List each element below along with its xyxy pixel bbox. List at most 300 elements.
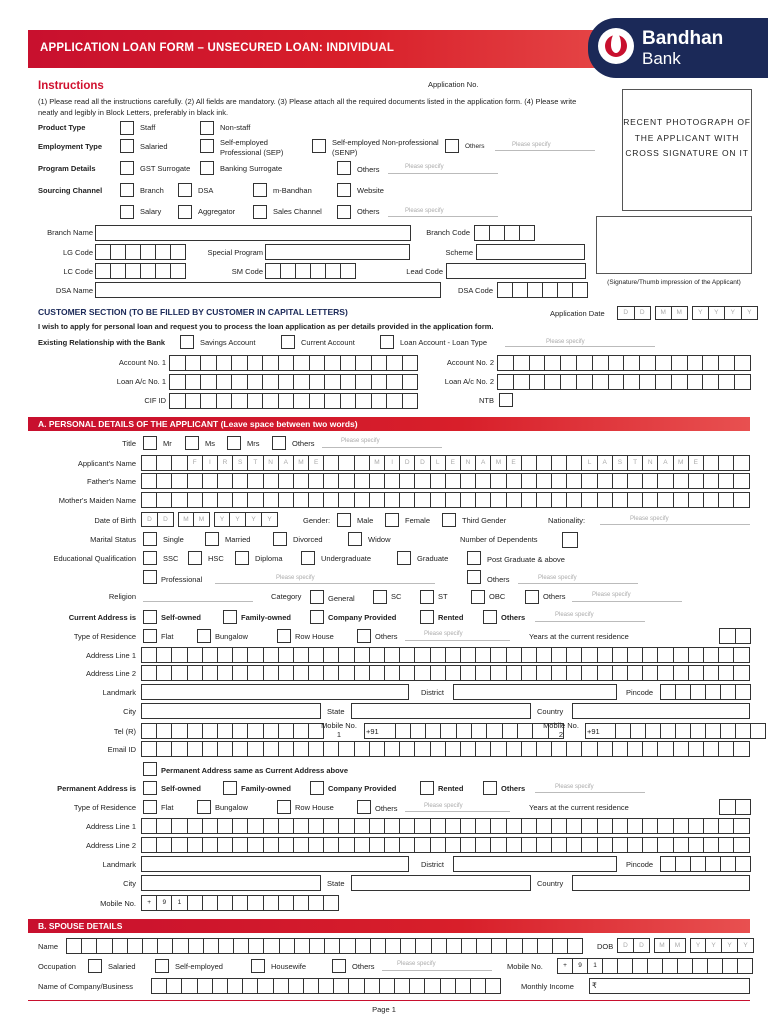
per-city-input[interactable] — [141, 875, 321, 891]
char-cell[interactable] — [372, 355, 388, 371]
char-cell[interactable] — [157, 665, 172, 681]
char-cell[interactable] — [676, 684, 691, 700]
per-rented-checkbox[interactable] — [420, 781, 434, 795]
char-cell[interactable]: M — [178, 512, 194, 527]
cur-district-input[interactable] — [453, 684, 617, 700]
char-cell[interactable] — [173, 938, 188, 954]
char-cell[interactable] — [719, 473, 734, 489]
cur-family-owned-checkbox[interactable] — [223, 610, 237, 624]
char-cell[interactable] — [628, 647, 643, 663]
char-cell[interactable] — [279, 393, 295, 409]
char-cell[interactable] — [172, 665, 187, 681]
char-cell[interactable] — [689, 837, 704, 853]
char-cell[interactable]: D — [400, 455, 415, 471]
char-cell[interactable] — [355, 492, 370, 508]
char-cell[interactable] — [613, 818, 628, 834]
char-cell[interactable] — [248, 473, 263, 489]
char-cell[interactable] — [233, 895, 248, 911]
char-cell[interactable] — [266, 263, 281, 279]
gender-third-checkbox[interactable] — [442, 513, 456, 527]
char-cell[interactable] — [294, 665, 309, 681]
char-cell[interactable] — [689, 818, 704, 834]
char-cell[interactable] — [279, 895, 294, 911]
loan-ac-1-grid[interactable] — [169, 374, 418, 390]
char-cell[interactable] — [294, 492, 309, 508]
char-cell[interactable] — [170, 355, 186, 371]
per-res-others-specify[interactable]: Please specify — [424, 803, 463, 809]
char-cell[interactable] — [672, 374, 688, 390]
char-cell[interactable] — [400, 818, 415, 834]
char-cell[interactable] — [415, 473, 430, 489]
char-cell[interactable] — [96, 244, 111, 260]
char-cell[interactable] — [628, 837, 643, 853]
char-cell[interactable] — [706, 856, 721, 872]
char-cell[interactable] — [172, 818, 187, 834]
char-cell[interactable] — [537, 665, 552, 681]
char-cell[interactable] — [613, 741, 628, 757]
char-cell[interactable] — [507, 647, 522, 663]
per-country-input[interactable] — [572, 875, 750, 891]
char-cell[interactable] — [492, 938, 507, 954]
char-cell[interactable] — [411, 723, 426, 739]
char-cell[interactable] — [232, 393, 248, 409]
char-cell[interactable] — [537, 473, 552, 489]
char-cell[interactable] — [552, 741, 567, 757]
char-cell[interactable] — [263, 393, 279, 409]
char-cell[interactable] — [217, 393, 233, 409]
char-cell[interactable] — [704, 473, 719, 489]
char-cell[interactable] — [567, 818, 582, 834]
char-cell[interactable] — [309, 647, 324, 663]
lg-code-grid[interactable] — [95, 244, 186, 260]
char-cell[interactable] — [674, 818, 689, 834]
char-cell[interactable] — [370, 647, 385, 663]
cur-self-owned-checkbox[interactable] — [143, 610, 157, 624]
marital-widow-checkbox[interactable] — [348, 532, 362, 546]
title-others-checkbox[interactable] — [272, 436, 286, 450]
per-district-input[interactable] — [453, 856, 617, 872]
char-cell[interactable] — [279, 837, 294, 853]
char-cell[interactable] — [156, 263, 171, 279]
char-cell[interactable] — [218, 647, 233, 663]
char-cell[interactable] — [294, 374, 310, 390]
char-cell[interactable]: M — [194, 512, 210, 527]
char-cell[interactable] — [170, 374, 186, 390]
tel-grid[interactable] — [141, 723, 324, 739]
char-cell[interactable] — [372, 393, 388, 409]
sourcing-others-checkbox[interactable] — [337, 205, 351, 219]
char-cell[interactable] — [446, 473, 461, 489]
char-cell[interactable]: E — [309, 455, 324, 471]
char-cell[interactable] — [441, 723, 456, 739]
char-cell[interactable] — [425, 978, 440, 994]
char-cell[interactable] — [689, 665, 704, 681]
mobile-2-grid[interactable] — [585, 723, 766, 739]
char-cell[interactable] — [490, 225, 505, 241]
char-cell[interactable] — [97, 938, 112, 954]
char-cell[interactable] — [658, 741, 673, 757]
char-cell[interactable] — [294, 355, 310, 371]
char-cell[interactable] — [340, 938, 355, 954]
char-cell[interactable] — [157, 455, 172, 471]
char-cell[interactable] — [370, 492, 385, 508]
char-cell[interactable] — [113, 938, 128, 954]
char-cell[interactable] — [522, 492, 537, 508]
char-cell[interactable] — [219, 938, 234, 954]
cur-rented-checkbox[interactable] — [420, 610, 434, 624]
application-date-grid[interactable] — [617, 306, 758, 320]
char-cell[interactable] — [128, 938, 143, 954]
res-bungalow-checkbox[interactable] — [197, 629, 211, 643]
program-others-checkbox[interactable] — [337, 161, 351, 175]
char-cell[interactable]: Y — [230, 512, 246, 527]
char-cell[interactable] — [324, 665, 339, 681]
edu-undergrad-checkbox[interactable] — [301, 551, 315, 565]
char-cell[interactable] — [487, 723, 502, 739]
char-cell[interactable] — [349, 978, 364, 994]
char-cell[interactable] — [734, 665, 749, 681]
char-cell[interactable] — [582, 818, 597, 834]
char-cell[interactable] — [294, 723, 309, 739]
edu-professional-checkbox[interactable] — [143, 570, 157, 584]
char-cell[interactable] — [324, 473, 339, 489]
char-cell[interactable] — [609, 374, 625, 390]
char-cell[interactable] — [203, 492, 218, 508]
char-cell[interactable] — [719, 741, 734, 757]
char-cell[interactable] — [431, 647, 446, 663]
char-cell[interactable] — [158, 938, 173, 954]
char-cell[interactable] — [188, 723, 203, 739]
char-cell[interactable] — [324, 837, 339, 853]
char-cell[interactable] — [188, 473, 203, 489]
per-res-bungalow-checkbox[interactable] — [197, 800, 211, 814]
char-cell[interactable] — [294, 741, 309, 757]
char-cell[interactable] — [721, 856, 736, 872]
char-cell[interactable] — [248, 393, 264, 409]
sourcing-salary-checkbox[interactable] — [120, 205, 134, 219]
char-cell[interactable] — [513, 282, 528, 298]
branch-name-input[interactable] — [95, 225, 411, 241]
per-address-1-grid[interactable] — [141, 818, 750, 834]
char-cell[interactable] — [582, 473, 597, 489]
title-mr-checkbox[interactable] — [143, 436, 157, 450]
char-cell[interactable] — [182, 978, 197, 994]
char-cell[interactable] — [507, 473, 522, 489]
char-cell[interactable] — [457, 723, 472, 739]
char-cell[interactable]: M — [674, 455, 689, 471]
char-cell[interactable] — [523, 938, 538, 954]
char-cell[interactable] — [186, 374, 202, 390]
cur-company-checkbox[interactable] — [310, 610, 324, 624]
char-cell[interactable] — [294, 895, 309, 911]
char-cell[interactable] — [203, 665, 218, 681]
char-cell[interactable] — [396, 723, 411, 739]
same-address-checkbox[interactable] — [143, 762, 157, 776]
char-cell[interactable] — [593, 374, 609, 390]
char-cell[interactable] — [370, 818, 385, 834]
char-cell[interactable] — [530, 374, 546, 390]
char-cell[interactable] — [157, 837, 172, 853]
res-others-checkbox[interactable] — [357, 629, 371, 643]
char-cell[interactable]: E — [689, 455, 704, 471]
char-cell[interactable]: M — [491, 455, 506, 471]
per-others-checkbox[interactable] — [483, 781, 497, 795]
char-cell[interactable] — [561, 374, 577, 390]
char-cell[interactable] — [415, 665, 430, 681]
product-staff-checkbox[interactable] — [120, 121, 134, 135]
char-cell[interactable] — [703, 374, 719, 390]
char-cell[interactable]: E — [446, 455, 461, 471]
char-cell[interactable] — [172, 723, 187, 739]
char-cell[interactable]: D — [415, 455, 430, 471]
char-cell[interactable] — [325, 355, 341, 371]
char-cell[interactable] — [232, 355, 248, 371]
char-cell[interactable] — [339, 473, 354, 489]
char-cell[interactable] — [141, 263, 156, 279]
char-cell[interactable] — [528, 282, 543, 298]
char-cell[interactable] — [476, 647, 491, 663]
char-cell[interactable] — [582, 741, 597, 757]
char-cell[interactable] — [341, 263, 356, 279]
branch-code-grid[interactable] — [474, 225, 535, 241]
char-cell[interactable] — [507, 938, 522, 954]
char-cell[interactable] — [279, 473, 294, 489]
char-cell[interactable] — [567, 647, 582, 663]
char-cell[interactable] — [218, 818, 233, 834]
char-cell[interactable] — [613, 665, 628, 681]
char-cell[interactable] — [96, 263, 111, 279]
char-cell[interactable] — [325, 374, 341, 390]
char-cell[interactable]: D — [635, 306, 652, 320]
char-cell[interactable] — [248, 895, 263, 911]
category-obc-checkbox[interactable] — [471, 590, 485, 604]
char-cell[interactable] — [324, 741, 339, 757]
char-cell[interactable]: T — [248, 455, 263, 471]
char-cell[interactable] — [294, 393, 310, 409]
char-cell[interactable] — [688, 374, 704, 390]
char-cell[interactable] — [628, 818, 643, 834]
char-cell[interactable] — [395, 978, 410, 994]
char-cell[interactable] — [309, 837, 324, 853]
spouse-mobile-grid[interactable] — [557, 958, 753, 974]
char-cell[interactable] — [339, 665, 354, 681]
char-cell[interactable] — [498, 355, 514, 371]
char-cell[interactable] — [734, 455, 749, 471]
char-cell[interactable] — [370, 473, 385, 489]
cur-country-input[interactable] — [572, 703, 750, 719]
char-cell[interactable] — [218, 741, 233, 757]
char-cell[interactable] — [218, 837, 233, 853]
sourcing-website-checkbox[interactable] — [337, 183, 351, 197]
char-cell[interactable] — [218, 723, 233, 739]
char-cell[interactable]: 1 — [172, 895, 187, 911]
char-cell[interactable] — [567, 741, 582, 757]
char-cell[interactable] — [203, 741, 218, 757]
char-cell[interactable] — [598, 837, 613, 853]
char-cell[interactable] — [461, 665, 476, 681]
char-cell[interactable] — [142, 665, 157, 681]
per-res-flat-checkbox[interactable] — [143, 800, 157, 814]
char-cell[interactable] — [188, 741, 203, 757]
char-cell[interactable] — [751, 723, 766, 739]
char-cell[interactable] — [248, 818, 263, 834]
char-cell[interactable]: M — [655, 306, 672, 320]
occ-self-employed-checkbox[interactable] — [155, 959, 169, 973]
char-cell[interactable] — [355, 837, 370, 853]
char-cell[interactable] — [372, 374, 388, 390]
char-cell[interactable] — [141, 244, 156, 260]
char-cell[interactable] — [552, 492, 567, 508]
char-cell[interactable] — [582, 665, 597, 681]
char-cell[interactable]: 9 — [157, 895, 172, 911]
char-cell[interactable] — [167, 978, 182, 994]
char-cell[interactable]: A — [279, 455, 294, 471]
char-cell[interactable] — [543, 282, 558, 298]
char-cell[interactable] — [520, 225, 535, 241]
char-cell[interactable] — [491, 818, 506, 834]
char-cell[interactable] — [201, 355, 217, 371]
char-cell[interactable]: Y — [738, 938, 754, 953]
char-cell[interactable] — [401, 938, 416, 954]
char-cell[interactable] — [552, 647, 567, 663]
char-cell[interactable] — [734, 492, 749, 508]
char-cell[interactable]: + — [558, 958, 573, 974]
char-cell[interactable] — [203, 473, 218, 489]
char-cell[interactable] — [577, 374, 593, 390]
char-cell[interactable] — [365, 978, 380, 994]
char-cell[interactable]: Y — [742, 306, 759, 320]
dependents-input[interactable] — [562, 532, 578, 548]
char-cell[interactable] — [689, 473, 704, 489]
employment-others-specify[interactable]: Please specify — [512, 142, 551, 148]
char-cell[interactable]: 9 — [573, 958, 588, 974]
char-cell[interactable] — [658, 647, 673, 663]
char-cell[interactable] — [198, 978, 213, 994]
char-cell[interactable] — [719, 355, 735, 371]
char-cell[interactable] — [356, 374, 372, 390]
char-cell[interactable] — [441, 978, 456, 994]
char-cell[interactable] — [486, 978, 501, 994]
char-cell[interactable] — [400, 741, 415, 757]
char-cell[interactable] — [577, 355, 593, 371]
char-cell[interactable] — [598, 818, 613, 834]
char-cell[interactable]: N — [643, 455, 658, 471]
char-cell[interactable] — [339, 647, 354, 663]
char-cell[interactable] — [598, 492, 613, 508]
char-cell[interactable] — [522, 837, 537, 853]
char-cell[interactable] — [706, 723, 721, 739]
char-cell[interactable] — [281, 263, 296, 279]
char-cell[interactable] — [567, 473, 582, 489]
char-cell[interactable] — [172, 492, 187, 508]
char-cell[interactable] — [633, 958, 648, 974]
char-cell[interactable] — [400, 665, 415, 681]
cur-pincode-grid[interactable] — [660, 684, 751, 700]
char-cell[interactable] — [233, 665, 248, 681]
char-cell[interactable] — [691, 684, 706, 700]
char-cell[interactable] — [537, 492, 552, 508]
char-cell[interactable] — [415, 741, 430, 757]
char-cell[interactable] — [476, 741, 491, 757]
char-cell[interactable] — [385, 741, 400, 757]
char-cell[interactable] — [618, 958, 633, 974]
char-cell[interactable] — [691, 856, 706, 872]
marital-divorced-checkbox[interactable] — [273, 532, 287, 546]
char-cell[interactable] — [719, 374, 735, 390]
char-cell[interactable] — [582, 837, 597, 853]
char-cell[interactable]: M — [654, 938, 670, 953]
char-cell[interactable] — [518, 723, 533, 739]
char-cell[interactable]: I — [385, 455, 400, 471]
char-cell[interactable] — [736, 799, 752, 815]
char-cell[interactable] — [522, 818, 537, 834]
char-cell[interactable] — [188, 818, 203, 834]
char-cell[interactable] — [339, 455, 354, 471]
char-cell[interactable] — [674, 473, 689, 489]
char-cell[interactable]: Y — [246, 512, 262, 527]
char-cell[interactable] — [461, 647, 476, 663]
char-cell[interactable] — [126, 244, 141, 260]
char-cell[interactable] — [203, 818, 218, 834]
char-cell[interactable] — [249, 938, 264, 954]
edu-others-specify[interactable]: Please specify — [538, 575, 577, 581]
char-cell[interactable] — [234, 938, 249, 954]
loan-type-specify[interactable]: Please specify — [546, 339, 585, 345]
char-cell[interactable] — [498, 282, 513, 298]
loan-ac-2-grid[interactable] — [497, 374, 751, 390]
char-cell[interactable] — [203, 895, 218, 911]
char-cell[interactable] — [461, 473, 476, 489]
char-cell[interactable] — [616, 723, 631, 739]
char-cell[interactable] — [537, 818, 552, 834]
char-cell[interactable]: E — [507, 455, 522, 471]
existing-current-checkbox[interactable] — [281, 335, 295, 349]
char-cell[interactable] — [304, 978, 319, 994]
char-cell[interactable] — [370, 741, 385, 757]
char-cell[interactable] — [476, 837, 491, 853]
char-cell[interactable] — [475, 225, 490, 241]
char-cell[interactable] — [279, 374, 295, 390]
char-cell[interactable] — [507, 492, 522, 508]
char-cell[interactable] — [720, 628, 736, 644]
char-cell[interactable] — [142, 837, 157, 853]
char-cell[interactable] — [719, 492, 734, 508]
char-cell[interactable] — [688, 355, 704, 371]
char-cell[interactable]: M — [672, 306, 689, 320]
char-cell[interactable] — [142, 492, 157, 508]
marital-married-checkbox[interactable] — [205, 532, 219, 546]
char-cell[interactable] — [661, 684, 676, 700]
char-cell[interactable] — [310, 393, 326, 409]
char-cell[interactable] — [218, 492, 233, 508]
char-cell[interactable] — [643, 741, 658, 757]
char-cell[interactable] — [188, 837, 203, 853]
char-cell[interactable] — [325, 938, 340, 954]
gender-female-checkbox[interactable] — [385, 513, 399, 527]
char-cell[interactable]: Y — [262, 512, 278, 527]
char-cell[interactable]: S — [233, 455, 248, 471]
char-cell[interactable] — [289, 978, 304, 994]
char-cell[interactable]: S — [613, 455, 628, 471]
char-cell[interactable] — [708, 958, 723, 974]
char-cell[interactable] — [371, 938, 386, 954]
edu-others-checkbox[interactable] — [467, 570, 481, 584]
char-cell[interactable] — [656, 374, 672, 390]
char-cell[interactable] — [507, 741, 522, 757]
cur-landmark-input[interactable] — [141, 684, 409, 700]
char-cell[interactable] — [598, 665, 613, 681]
char-cell[interactable] — [643, 818, 658, 834]
